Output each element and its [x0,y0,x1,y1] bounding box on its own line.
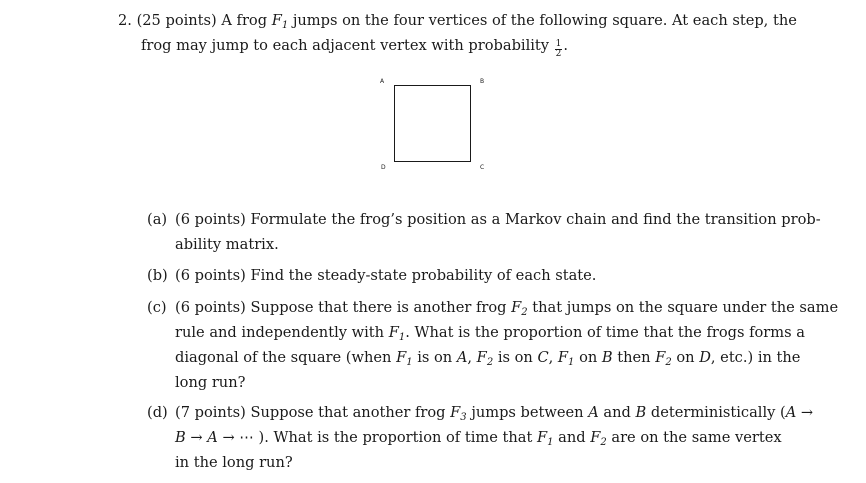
vertex-label-a: A [380,78,385,85]
part-c-line2: rule and independently with $F_1$. What is the proportion of time that the frogs forms a [175,324,805,343]
vertex-label-d: D [381,164,386,171]
part-c-line4: long run? [175,374,246,391]
frog-symbol: $F_1$ [271,12,289,31]
part-c-line3: diagonal of the square (when $F_1$ is on A, $F_2$ is on C, $F_1$ on B then $F_2$ on D, etc.) in the [175,349,801,368]
square-figure [394,85,471,162]
probability-fraction: $\frac{1}{2}$ [555,39,562,59]
part-d-line1: (7 points) Suppose that another frog $F_3$ jumps between A and B deterministically (A → [175,404,814,423]
part-b-label: (b) [147,267,168,284]
part-d-label: (d) [147,404,168,421]
problem-stem-line2: frog may jump to each adjacent vertex with probability $\frac{1}{2}$ . [141,37,569,59]
problem-stem-line1: 2. (25 points) A frog $F_1$ jumps on the four vertices of the following square. At each step, the [118,12,797,31]
vertex-label-c: C [480,164,485,171]
part-a-line1: (6 points) Formulate the frog’s position as a Markov chain and find the transition prob- [175,211,821,228]
problem-number: 2. [118,12,132,29]
problem-points: (25 points) [136,12,217,29]
part-c-line1: (6 points) Suppose that there is another frog $F_2$ that jumps on the square under the same [175,299,839,318]
part-a-line2: ability matrix. [175,236,279,253]
part-a-label: (a) [147,211,168,228]
part-d-line2: B → A → ⋯ ). What is the proportion of time that $F_1$ and $F_2$ are on the same vertex [175,429,782,448]
part-b-line1: (6 points) Find the steady-state probability of each state. [175,267,597,284]
vertex-label-b: B [480,78,485,85]
part-c-label: (c) [147,299,167,316]
part-d-line3: in the long run? [175,454,293,471]
